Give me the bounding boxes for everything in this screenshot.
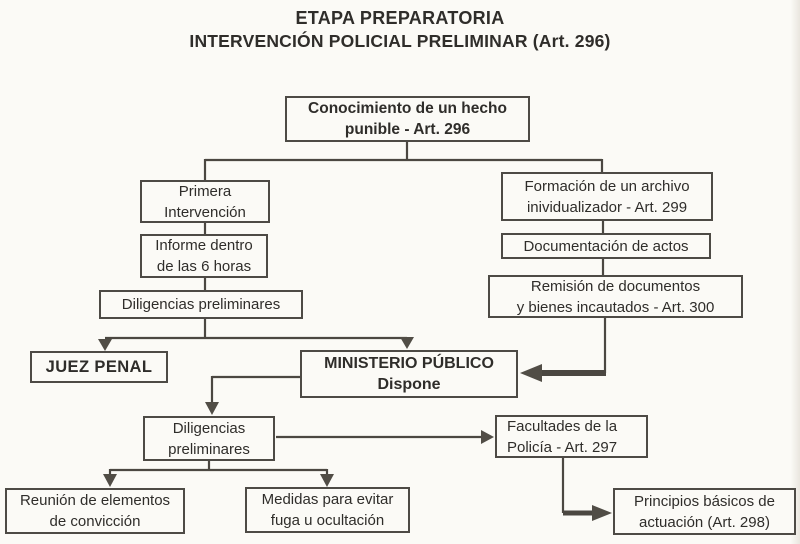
diagram-title-line1: ETAPA PREPARATORIA xyxy=(295,8,505,28)
label-line-1: Facultades de la xyxy=(507,417,618,435)
diagram-title-line2: INTERVENCIÓN POLICIAL PRELIMINAR (Art. 296) xyxy=(189,31,611,51)
label-line-2: Intervención xyxy=(164,203,246,221)
node-facultades-policia xyxy=(495,415,648,458)
arrowhead-to-reunion xyxy=(103,474,117,487)
node-documentacion-actos xyxy=(501,233,711,259)
arrowhead-to-facultades xyxy=(481,430,494,444)
node-principios-basicos xyxy=(613,488,796,535)
label-line-1: Remisión de documentos xyxy=(530,277,701,295)
arrowhead-to-diligencias2 xyxy=(205,402,219,415)
node-formacion-archivo xyxy=(501,172,713,221)
arrowhead-to-ministerio-right xyxy=(520,364,542,382)
label-line-2: inividualizador - Art. 299 xyxy=(526,198,688,216)
label-line-1: Principios básicos de xyxy=(634,492,775,510)
label-line-1: Primera xyxy=(178,182,232,200)
node-conocimiento-hecho-punible xyxy=(285,96,530,142)
label-line-2: de las 6 horas xyxy=(156,258,252,275)
label-line-2: fuga u ocultación xyxy=(270,512,385,529)
node-remision-documentos xyxy=(488,275,743,318)
node-reunion-elementos xyxy=(5,488,185,534)
label-line-1: Diligencias xyxy=(172,419,246,437)
label-line-2: y bienes incautados - Art. 300 xyxy=(516,298,715,316)
node-primera-intervencion xyxy=(140,180,270,223)
arrowhead-to-medidas xyxy=(320,474,334,487)
arrowhead-to-ministerio-top xyxy=(400,337,414,349)
label-line-2: de convicción xyxy=(49,513,141,530)
node-diligencias-preliminares-2 xyxy=(143,416,275,461)
label-line-1: Informe dentro xyxy=(155,237,253,254)
label-line-1: Diligencias preliminares xyxy=(121,296,281,313)
label-line-2: actuación (Art. 298) xyxy=(639,513,770,531)
node-ministerio-publico xyxy=(300,350,518,398)
label-line-1: MINISTERIO PÚBLICO xyxy=(324,355,494,372)
label-line-1: Formación de un archivo xyxy=(524,177,690,195)
node-medidas-evitar-fuga xyxy=(245,487,410,533)
label-line-2: preliminares xyxy=(168,440,250,458)
label-line-1: Documentación de actos xyxy=(523,237,689,255)
node-diligencias-preliminares-1 xyxy=(99,290,303,319)
label-line-1: Reunión de elementos xyxy=(19,492,171,509)
label-line-1: Medidas para evitar xyxy=(261,491,394,508)
arrowhead-to-juez-penal xyxy=(98,339,112,351)
label-line-2: Dispone xyxy=(377,376,441,393)
label-line-2: punible - Art. 296 xyxy=(344,121,471,138)
node-informe-6-horas xyxy=(140,234,268,278)
label-line-2: Policía - Art. 297 xyxy=(507,438,618,456)
label-line-1: Conocimiento de un hecho xyxy=(308,100,507,117)
node-juez-penal xyxy=(30,351,168,383)
label-line-1: JUEZ PENAL xyxy=(45,357,153,376)
arrowhead-to-principios xyxy=(592,505,612,521)
